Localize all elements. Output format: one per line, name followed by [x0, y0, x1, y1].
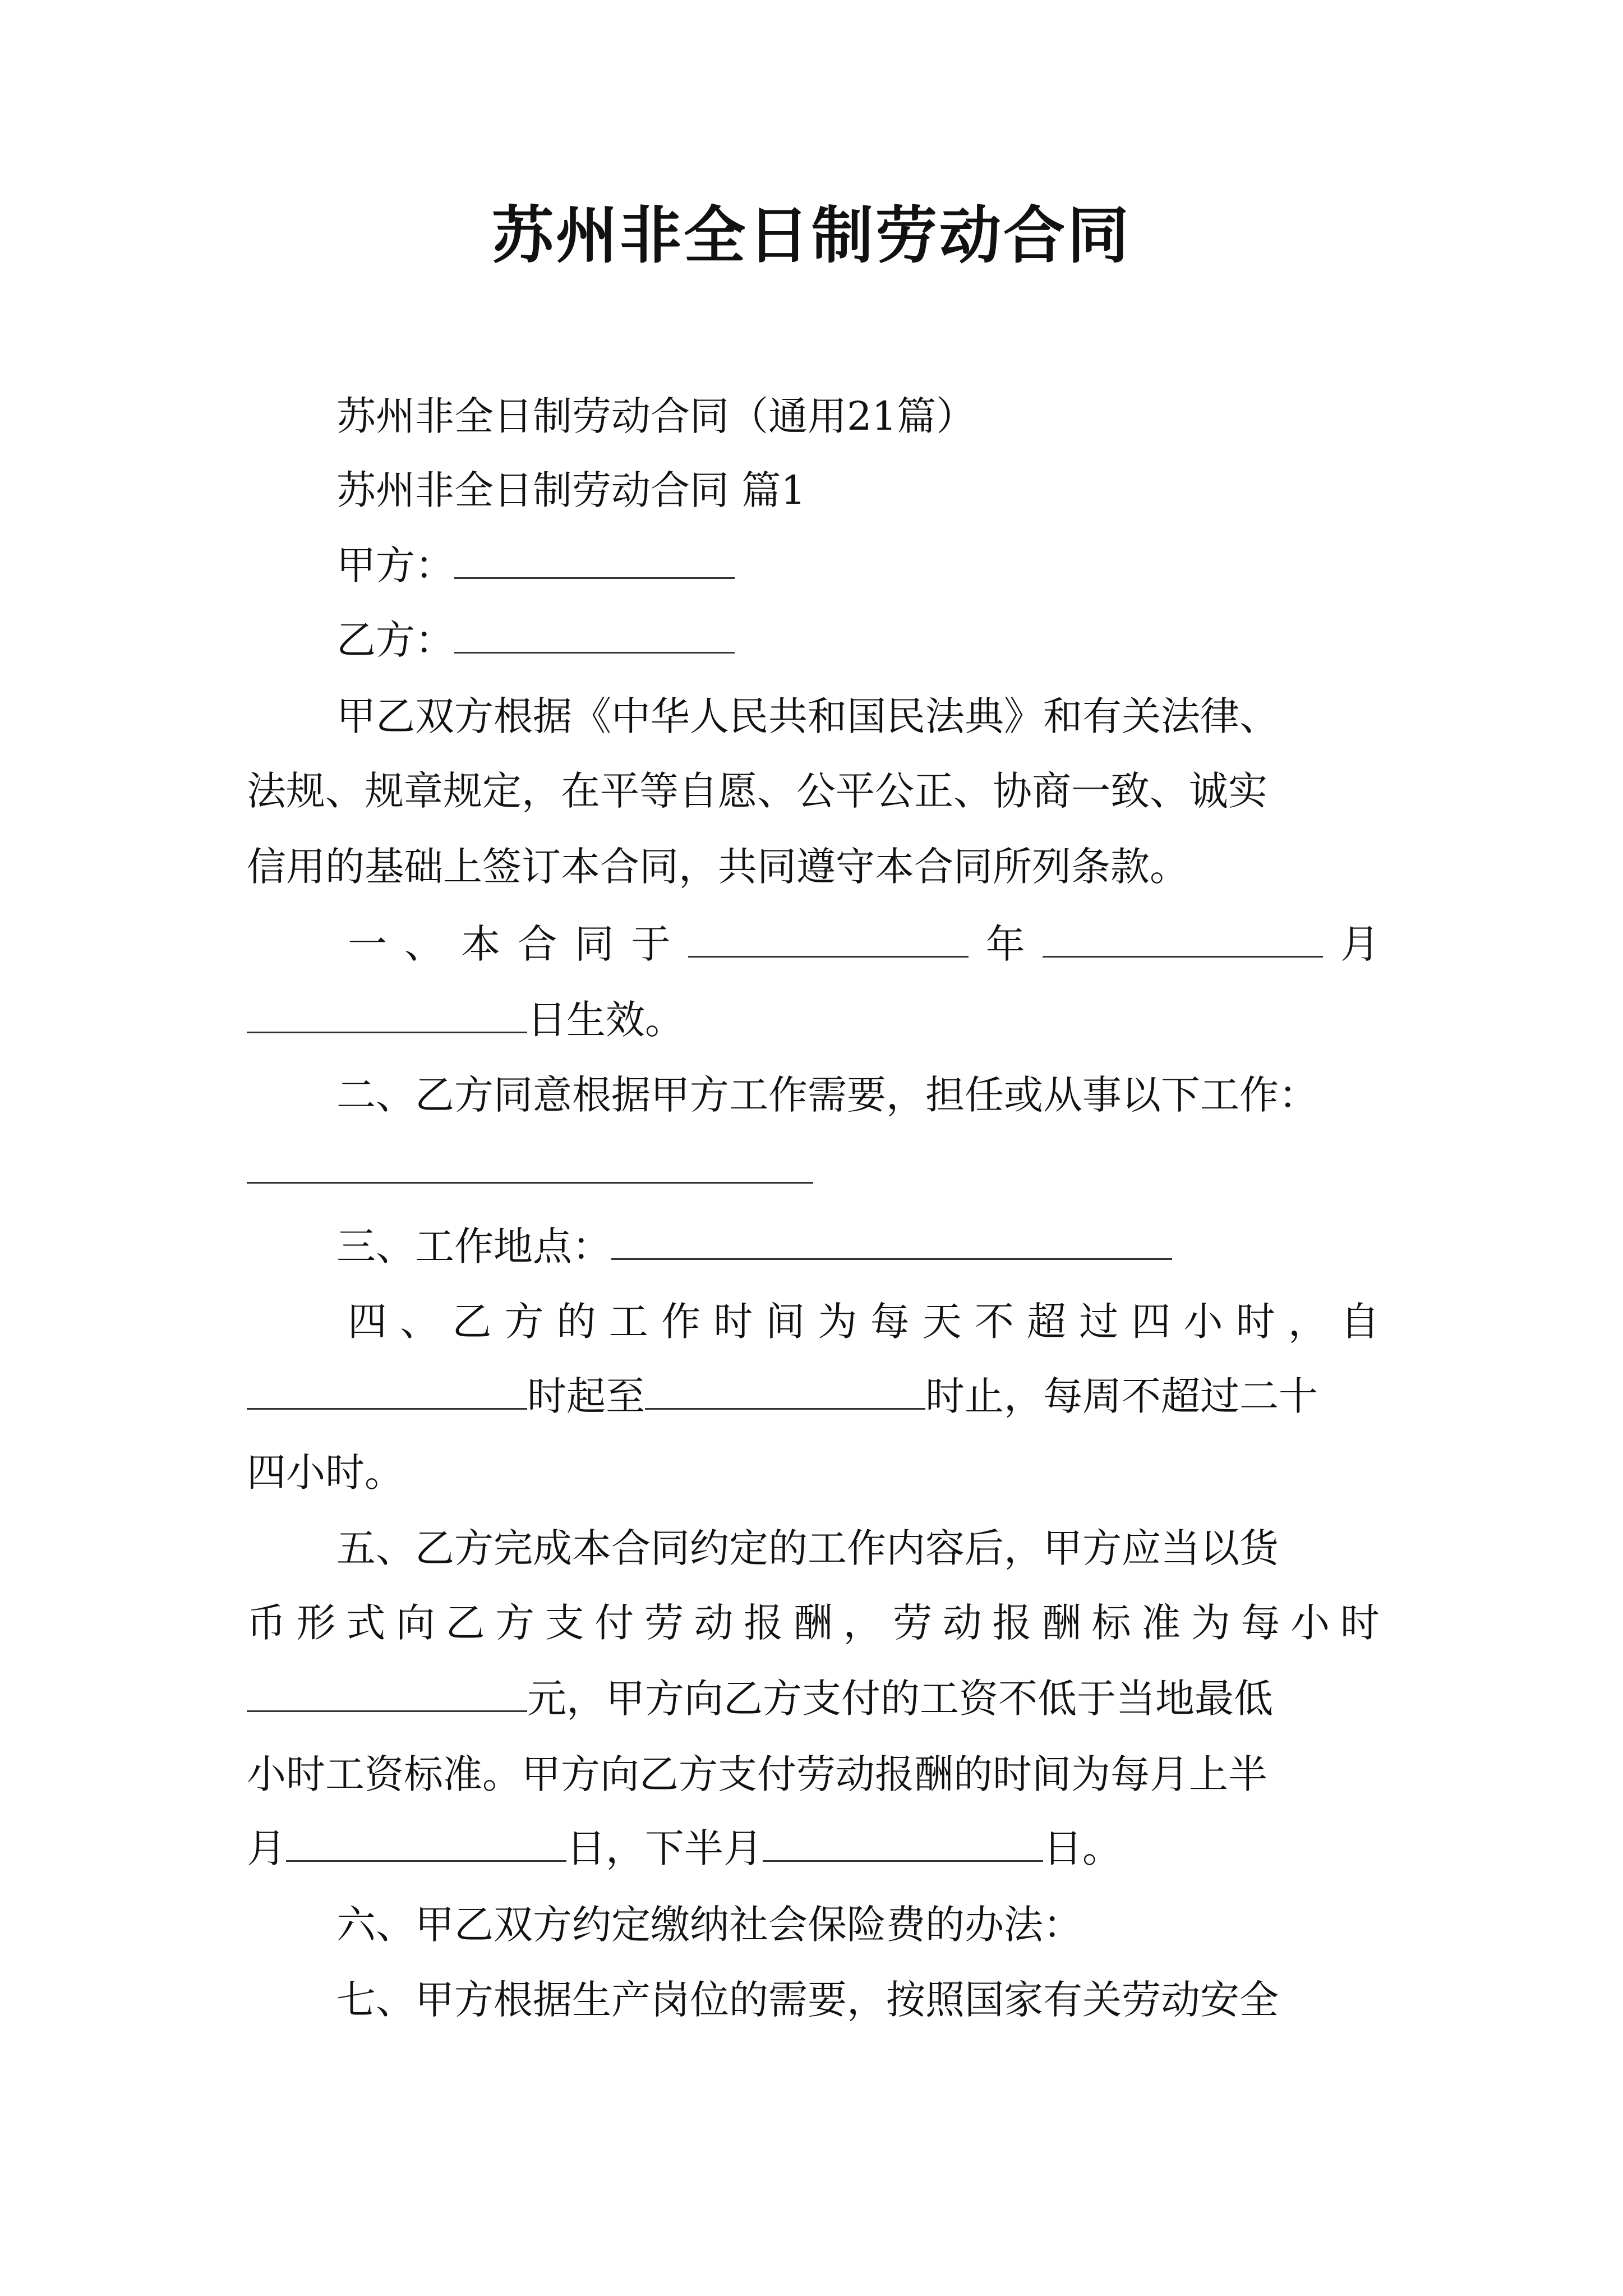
clause-5-char: 劳 — [893, 1600, 933, 1646]
clause-5-line-2 — [247, 1598, 1380, 1648]
clause-5-char: 准 — [1141, 1600, 1181, 1646]
clause-4-char: 小 — [1183, 1299, 1223, 1345]
party-a-label: 甲方： — [336, 542, 454, 588]
clause-4-char: 方 — [504, 1299, 544, 1345]
clause-1-blank — [247, 999, 527, 1033]
clause-3-row: 三、工作地点： — [336, 1221, 1172, 1272]
clause-5-char: 报 — [744, 1600, 783, 1646]
clause-2-text: 二、乙方同意根据甲方工作需要，担任或从事以下工作： — [336, 1072, 1318, 1118]
clause-5-line-3: 元，甲方向乙方支付的工资不低于当地最低 — [247, 1673, 1273, 1724]
clause-6-text: 六、甲乙双方约定缴纳社会保险费的办法： — [336, 1902, 1082, 1948]
clause-4-line-1 — [348, 1296, 1380, 1347]
clause-5-blank — [763, 1828, 1043, 1862]
document-title: 苏州非全日制劳动合同 — [492, 200, 1131, 272]
clause-4-char: 、 — [400, 1299, 440, 1345]
clause-2-blank — [247, 1149, 813, 1184]
clause-5-char: 币 — [247, 1600, 286, 1646]
clause-4-char: 时 — [713, 1299, 753, 1345]
clause-5-char: 付 — [594, 1600, 634, 1646]
clause-5-char: 酬 — [1042, 1600, 1081, 1646]
clause-5-char: 标 — [1091, 1600, 1131, 1646]
party-a-blank — [454, 545, 735, 579]
clause-4-char: 四 — [348, 1299, 387, 1345]
clause-4-char: 每 — [870, 1299, 910, 1345]
party-a-row — [336, 540, 735, 591]
clause-5-char: 小 — [1290, 1600, 1330, 1646]
clause-5-char: 式 — [346, 1600, 386, 1646]
clause-4-char: 为 — [818, 1299, 857, 1345]
clause-5-char: 劳 — [644, 1600, 684, 1646]
clause-5-blank — [286, 1828, 566, 1862]
clause-5-char: ， — [843, 1600, 883, 1646]
document-subtitle: 苏州非全日制劳动合同（通用21篇） — [336, 393, 976, 439]
party-b-blank — [454, 619, 735, 654]
clause-4-char: 工 — [608, 1299, 648, 1345]
section-heading: 苏州非全日制劳动合同 篇1 — [336, 467, 806, 513]
clause-4-char: ， — [1288, 1299, 1327, 1345]
clause-4-line-2: 时起至 时止，每周不超过二十 — [247, 1371, 1318, 1421]
preamble-line-3: 信用的基础上签订本合同，共同遵守本合同所列条款。 — [247, 844, 1189, 890]
clause-4-char: 天 — [922, 1299, 962, 1345]
clause-1-blank — [1043, 923, 1323, 958]
clause-4-char: 过 — [1079, 1299, 1119, 1345]
clause-4-line-3: 四小时。 — [247, 1450, 404, 1496]
clause-1-line-2: 日生效。 — [247, 995, 684, 1045]
clause-4-char: 的 — [556, 1299, 596, 1345]
clause-4-blank — [247, 1375, 527, 1410]
clause-5-char: 形 — [296, 1600, 336, 1646]
clause-2-blank-row — [247, 1145, 813, 1195]
clause-4-char: 间 — [766, 1299, 805, 1345]
clause-5-char: 向 — [395, 1600, 435, 1646]
clause-4-char: 超 — [1027, 1299, 1067, 1345]
clause-5-line-5: 月 日，下半月 日。 — [247, 1825, 1122, 1871]
clause-5-char: 动 — [694, 1600, 734, 1646]
clause-1-blank — [688, 923, 969, 958]
clause-5-blank — [247, 1678, 527, 1712]
party-b-label: 乙方： — [336, 617, 454, 663]
clause-1-line-1: 一 、 本 合 同 于 年 月 — [348, 921, 1380, 967]
clause-7-text: 七、甲方根据生产岗位的需要，按照国家有关劳动安全 — [336, 1977, 1279, 2023]
clause-5-char: 每 — [1241, 1600, 1280, 1646]
clause-5-char: 方 — [495, 1600, 535, 1646]
clause-5-char: 酬 — [793, 1600, 833, 1646]
party-b-row — [336, 615, 735, 665]
clause-5-char: 动 — [942, 1600, 982, 1646]
clause-4-char: 不 — [974, 1299, 1014, 1345]
preamble-line-1: 甲乙双方根据《中华人民共和国民法典》和有关法律、 — [336, 693, 1279, 739]
clause-5-char: 为 — [1191, 1600, 1230, 1646]
preamble-line-2: 法规、规章规定，在平等自愿、公平公正、协商一致、诚实 — [247, 768, 1267, 814]
clause-4-char: 乙 — [452, 1299, 492, 1345]
clause-4-blank — [645, 1375, 925, 1410]
clause-5-char: 乙 — [445, 1600, 485, 1646]
clause-4-char: 作 — [661, 1299, 700, 1345]
clause-5-line-4: 小时工资标准。甲方向乙方支付劳动报酬的时间为每月上半 — [247, 1751, 1267, 1797]
clause-5-char: 时 — [1340, 1600, 1380, 1646]
clause-5-char: 支 — [545, 1600, 584, 1646]
clause-3-blank — [611, 1226, 1172, 1260]
clause-5-char: 报 — [992, 1600, 1032, 1646]
clause-5-line-1: 五、乙方完成本合同约定的工作内容后，甲方应当以货 — [336, 1525, 1279, 1571]
clause-4-char: 自 — [1340, 1299, 1380, 1345]
clause-4-char: 四 — [1131, 1299, 1171, 1345]
clause-4-char: 时 — [1235, 1299, 1275, 1345]
